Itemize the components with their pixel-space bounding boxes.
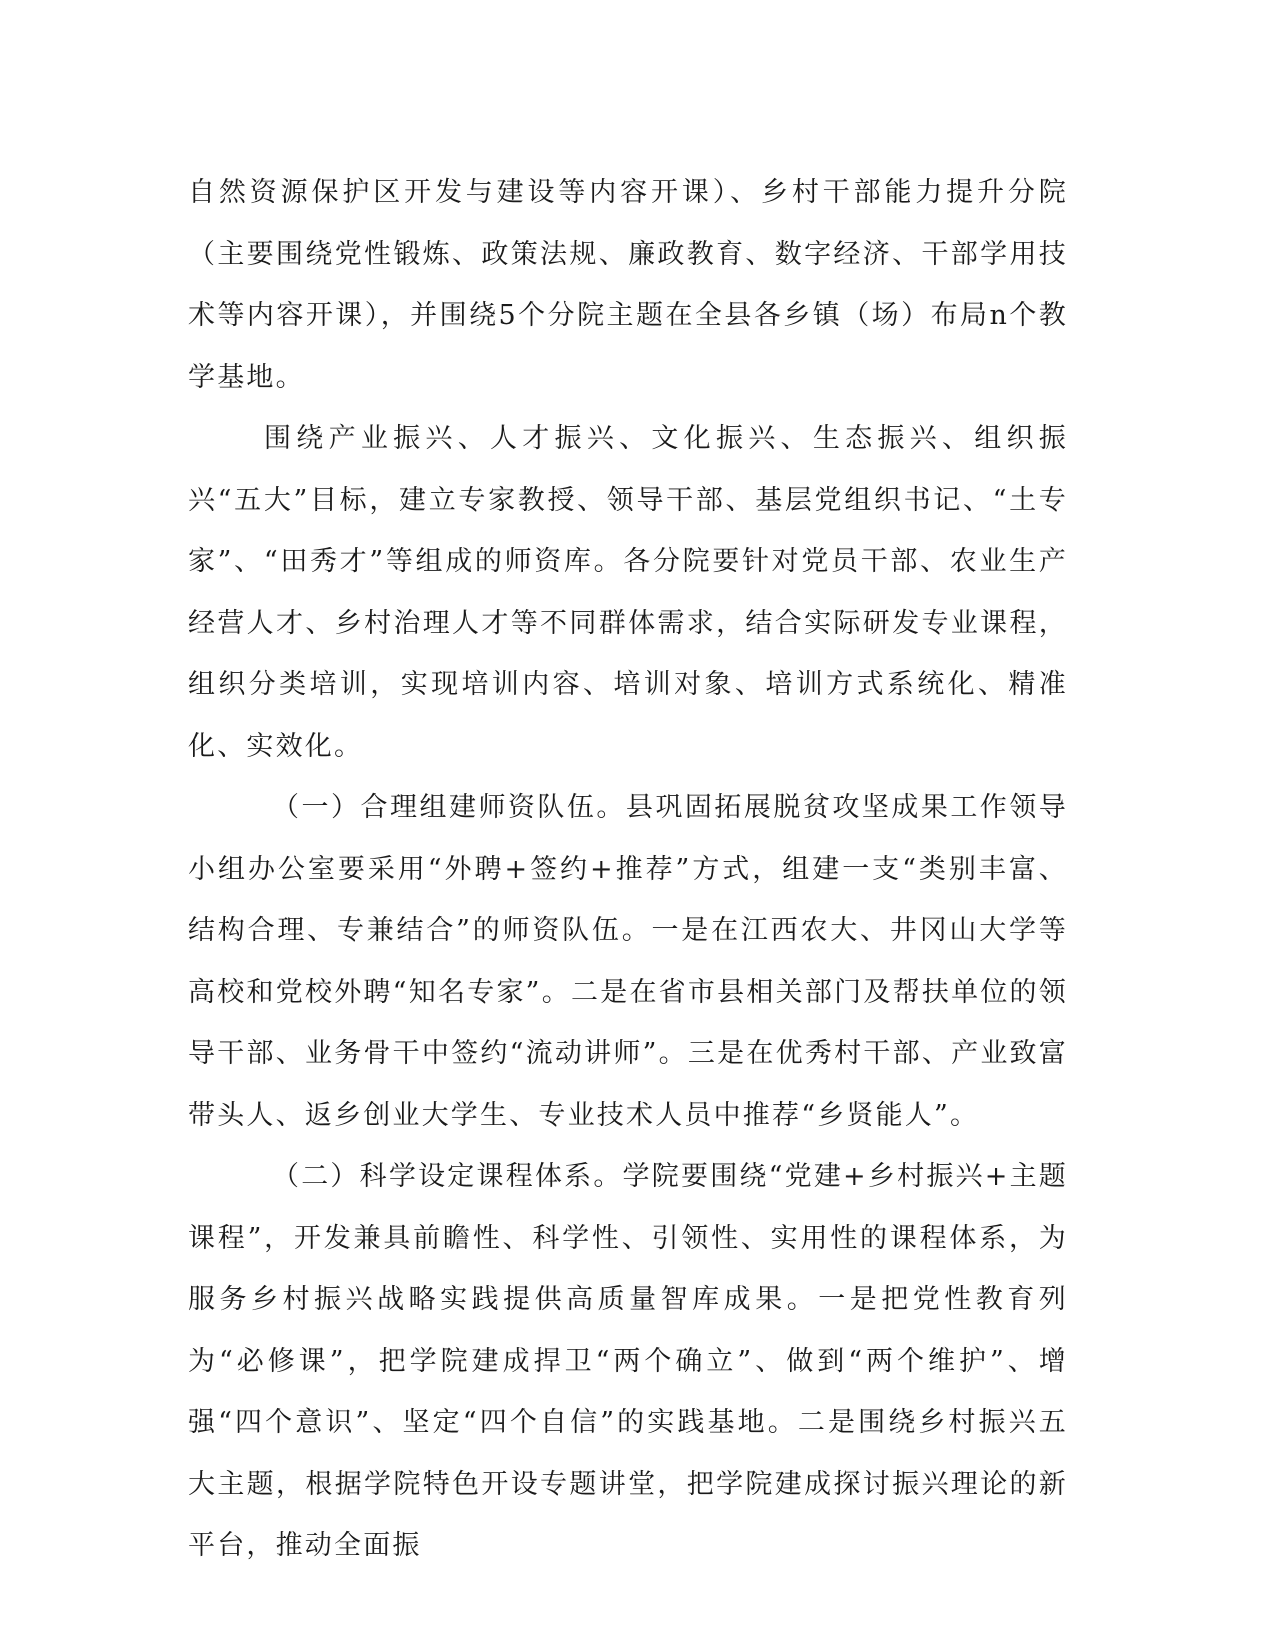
paragraph-faculty-team: （一）合理组建师资队伍。县巩固拓展脱贫攻坚成果工作领导小组办公室要采用“外聘+签约+推荐”方式，组建一支“类别丰富、结构合理、专兼结合”的师资队伍。一是在江西农大、井冈山大学等高校和党校外聘“知名专家”。二是在省市县相关部门及帮扶单位的领导干部、业务骨干中签约“流动讲师”。三是在优秀村干部、产业致富带头人、返乡创业大学生、专业技术人员中推荐“乡贤能人”。: [188, 792, 1068, 1131]
document-body: [188, 162, 1068, 1577]
paragraph-revitalization-goals: 围绕产业振兴、人才振兴、文化振兴、生态振兴、组织振兴“五大”目标，建立专家教授、领导干部、基层党组织书记、“土专家”、“田秀才”等组成的师资库。各分院要针对党员干部、农业生产经营人才、乡村治理人才等不同群体需求，结合实际研发专业课程，组织分类培训，实现培训内容、培训对象、培训方式系统化、精准化、实效化。: [188, 423, 1068, 762]
paragraph-continuation: 自然资源保护区开发与建设等内容开课）、乡村干部能力提升分院（主要围绕党性锻炼、政策法规、廉政教育、数字经济、干部学用技术等内容开课），并围绕5个分院主题在全县各乡镇（场）布局n个教学基地。: [188, 177, 1068, 393]
paragraph-curriculum-system: （二）科学设定课程体系。学院要围绕“党建+乡村振兴+主题课程”，开发兼具前瞻性、科学性、引领性、实用性的课程体系，为服务乡村振兴战略实践提供高质量智库成果。一是把党性教育列为“必修课”，把学院建成捍卫“两个确立”、做到“两个维护”、增强“四个意识”、坚定“四个自信”的实践基地。二是围绕乡村振兴五大主题，根据学院特色开设专题讲堂，把学院建成探讨振兴理论的新平台，推动全面振: [188, 1161, 1068, 1561]
